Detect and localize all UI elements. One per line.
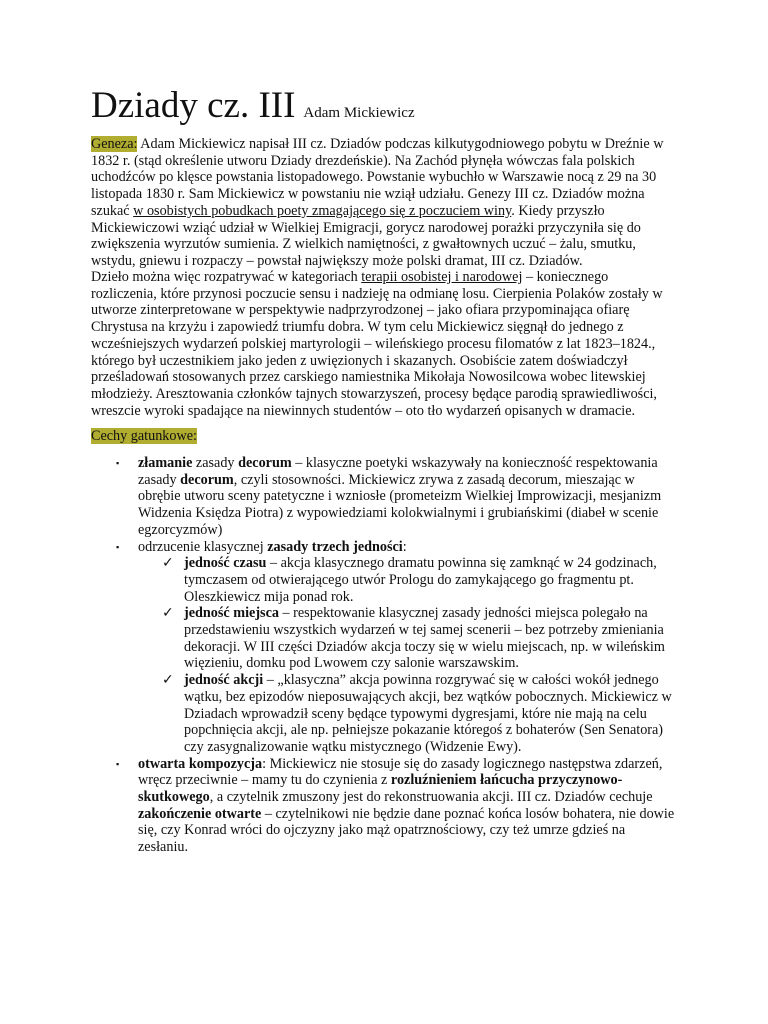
item-bold: zakończenie otwarte [138,805,262,822]
item-text: zasady [192,455,239,471]
item-text: – czytelnikowi nie będzie dane poznać końca losów bohatera, nie dowie się, czy Konrad wróci do ojczyzny jako mąż opatrznościowy, czy też umrze gdzieś na zesłaniu. [138,805,675,856]
item-bold: jedność czasu [184,555,267,572]
therapy-underlined: terapii osobistej i narodowej [361,269,523,285]
item-text: : [402,538,407,555]
list-item-three-unities [116,538,678,756]
sublist-item-action [162,672,678,756]
item-bold: otwarta kompozycja [138,755,263,772]
item-text: , czyli stosowności. Mickiewicz zrywa z zasadą decorum, mieszając w obrębie utworu sceny patetyczne i wzniosłe (prometeizm Wielkiej Improwizacji, mesjanizm Widzenia Księdza Piotra) z wypowiedziami kolokwialnymi i grubiańskimi (diabeł w scenie egzorcyzmów) [138,471,662,538]
item-text: odrzucenie klasycznej [138,538,268,555]
title-author: Adam Mickiewicz [303,105,415,121]
item-bold: złamanie [138,455,193,471]
therapy-text-2: – koniecznego rozliczenia, które przynosi poczucie sensu i nadzieję na odmianę losu. Cierpienia Polaków zostały w utworze zinterpretowane w perspektywie nadprzyrodzonej – jako ofiara przypominająca ofiarę Chrystusa na krzyżu i zapowiedź triumfu dobra. W tym celu Mickiewicz sięgnął do jednego z wcześniejszych wydarzeń polskiej martyrologii – wileńskiego procesu filomatów z lat 1823–1824., którego był uczestnikiem jako jeden z uwięzionych i skazanych. Osobiście zatem doświadczył prześladowań stosowanych przez carskiego namiestnika Mikołaja Nowosilcowa wobec litewskiej młodzieży. Aresztowania członków tajnych stowarzyszeń, procesy będące parodią sprawiedliwości, wreszcie wyroki spadające na niewinnych studentów – oto tło wydarzeń opisanych w dramacie. [91,269,663,419]
sublist-item-place [162,605,678,672]
checkmark-icon: ✓ [162,672,174,689]
genesis-text-1: Adam Mickiewicz napisał III cz. Dziadów podczas kilkutygodniowego pobytu w Dreźnie w 1832 r. (stąd określenie utworu Dziady drezdeńskie). Na Zachód płynęła wówczas fala polskich uchodźców po klęsce powstania listopadowego. Powstanie wybuchło w Warszawie nocą z 29 na 30 listopada 1830 r. Sam Mickiewicz w powstaniu nie wziął udziału. Genezy III cz. Dziadów można szukać [91,136,664,219]
list-item-open-composition [116,755,678,856]
sublist-item-time [162,555,678,605]
checkmark-icon: ✓ [162,555,174,572]
genre-features-label: Cechy gatunkowe: [91,428,197,444]
therapy-text-1: Dzieło można więc rozpatrywać w kategoriach [91,269,362,285]
genesis-label: Geneza: [91,136,138,152]
item-bold: decorum [238,455,292,471]
item-bold: decorum [180,471,234,488]
unities-sublist [162,555,678,755]
section-label-genre-features [91,428,197,445]
paragraph-therapy [91,269,673,419]
bullet-icon: ▪ [116,458,120,468]
item-text: – „klasyczna” akcja powinna rozgrywać się w całości wokół jednego wątku, bez epizodów nieposuwających akcji, bez wątków pobocznych. Mickiewicz w Dziadach wprowadził sceny będące typowymi dygresjami, które nie mają na celu popchnięcia akcji, ale np. pełniejsze pokazanie któregoś z bohaterów (Sen Senatora) czy zasygnalizowanie wątku mistycznego (Widzenie Ewy). [184,672,672,755]
item-bold: jedność akcji [184,672,264,689]
item-text: – klasyczne poetyki wskazywały na konieczność respektowania zasady [138,455,658,488]
item-text: – respektowanie klasycznej zasady jedności miejsca polegało na przedstawieniu wszystkich wydarzeń w tej samej scenerii – bez potrzeby zmieniania dekoracji. W III części Dziadów akcja toczy się w wielu miejscach, np. w wileńskim więzieniu, domku pod Lwowem czy salonie warszawskim. [184,605,665,672]
document-title [91,84,415,128]
bullet-icon: ▪ [116,758,120,769]
genesis-text-2: . Kiedy przyszło Mickiewiczowi wziąć udział w Wielkiej Emigracji, gorycz narodowej porażki przyczyniła się do zwiększenia wyrzutów sumienia. Z wielkich namiętności, z gwałtownych uczuć – żalu, smutku, wstydu, gniewu i rozpaczy – powstał największy może polski dramat, III cz. Dziadów. [91,202,641,269]
item-bold: zasady trzech jedności [267,538,403,555]
title-main: Dziady cz. III [91,85,296,126]
item-bold: rozluźnieniem łańcucha przyczynowo-skutkowego [138,772,623,806]
item-bold: jedność miejsca [184,605,279,622]
paragraph-genesis [91,136,673,270]
item-text: – akcja klasycznego dramatu powinna się zamknąć w 24 godzinach, tymczasem od otwierającego utwór Prologu do zamykającego go fragmentu pt. Oleszkiewicz mija ponad rok. [184,555,657,605]
checkmark-icon: ✓ [162,605,174,622]
genesis-underlined: w osobistych pobudkach poety zmagającego się z poczuciem winy [133,202,512,219]
item-text: : Mickiewicz nie stosuje się do zasady logicznego następstwa zdarzeń, wręcz przeciwnie – mamy tu do czynienia z [138,755,663,789]
bullet-icon: ▪ [116,541,120,552]
genre-features-list [116,455,678,856]
item-text: , a czytelnik zmuszony jest do rekonstruowania akcji. III cz. Dziadów cechuje [209,789,653,806]
list-item-decorum [116,455,678,539]
